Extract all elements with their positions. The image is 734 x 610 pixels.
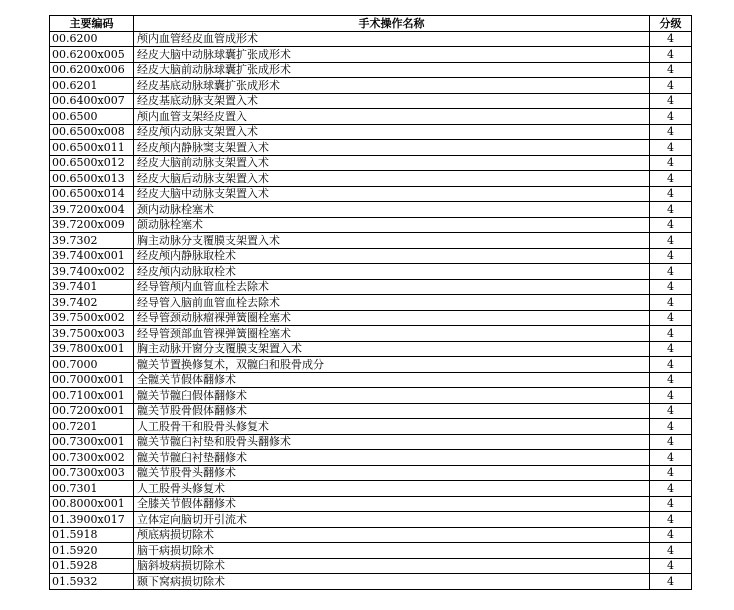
cell-grade: 4 xyxy=(650,419,692,435)
cell-code: 01.5918 xyxy=(50,527,134,543)
table-row xyxy=(50,109,692,125)
surgery-grade-table xyxy=(49,15,692,590)
table-row xyxy=(50,543,692,559)
cell-code: 39.7500x002 xyxy=(50,310,134,326)
cell-code: 00.7100x001 xyxy=(50,388,134,404)
table-row xyxy=(50,558,692,574)
cell-code: 00.8000x001 xyxy=(50,496,134,512)
table-row xyxy=(50,388,692,404)
cell-procedure-name: 经皮颅内静脉窦支架置入术 xyxy=(134,140,650,156)
table-row xyxy=(50,171,692,187)
cell-code: 00.6500x011 xyxy=(50,140,134,156)
cell-procedure-name: 经皮大脑前动脉球囊扩张成形术 xyxy=(134,62,650,78)
cell-code: 00.7201 xyxy=(50,419,134,435)
cell-code: 39.7400x001 xyxy=(50,248,134,264)
cell-procedure-name: 经皮基底动脉支架置入术 xyxy=(134,93,650,109)
table-row xyxy=(50,295,692,311)
cell-grade: 4 xyxy=(650,388,692,404)
cell-code: 01.5928 xyxy=(50,558,134,574)
cell-procedure-name: 经导管颈部血管裸弹簧圈栓塞术 xyxy=(134,326,650,342)
cell-procedure-name: 经皮颅内静脉取栓术 xyxy=(134,248,650,264)
cell-procedure-name: 脑斜坡病损切除术 xyxy=(134,558,650,574)
cell-procedure-name: 髋关节股骨头翻修术 xyxy=(134,465,650,481)
cell-grade: 4 xyxy=(650,62,692,78)
table-row xyxy=(50,217,692,233)
cell-grade: 4 xyxy=(650,248,692,264)
cell-grade: 4 xyxy=(650,279,692,295)
table-row xyxy=(50,124,692,140)
cell-code: 00.6500x013 xyxy=(50,171,134,187)
cell-grade: 4 xyxy=(650,233,692,249)
cell-grade: 4 xyxy=(650,357,692,373)
cell-procedure-name: 人工股骨头修复术 xyxy=(134,481,650,497)
cell-code: 00.7000 xyxy=(50,357,134,373)
cell-procedure-name: 经皮基底动脉球囊扩张成形术 xyxy=(134,78,650,94)
cell-code: 01.3900x017 xyxy=(50,512,134,528)
cell-grade: 4 xyxy=(650,78,692,94)
cell-procedure-name: 颅底病损切除术 xyxy=(134,527,650,543)
cell-code: 00.6200x006 xyxy=(50,62,134,78)
header-grade: 分级 xyxy=(650,16,692,32)
table-row xyxy=(50,419,692,435)
cell-code: 00.6500x012 xyxy=(50,155,134,171)
table-row xyxy=(50,279,692,295)
cell-code: 00.7300x001 xyxy=(50,434,134,450)
cell-grade: 4 xyxy=(650,558,692,574)
cell-procedure-name: 髋关节髋臼衬垫和股骨头翻修术 xyxy=(134,434,650,450)
cell-grade: 4 xyxy=(650,512,692,528)
cell-procedure-name: 全膝关节假体翻修术 xyxy=(134,496,650,512)
cell-procedure-name: 胸主动脉分支覆膜支架置入术 xyxy=(134,233,650,249)
cell-code: 00.6200x005 xyxy=(50,47,134,63)
cell-procedure-name: 颌动脉栓塞术 xyxy=(134,217,650,233)
cell-procedure-name: 经皮大脑中动脉支架置入术 xyxy=(134,186,650,202)
cell-code: 00.7300x002 xyxy=(50,450,134,466)
table-row xyxy=(50,47,692,63)
cell-procedure-name: 经皮颅内动脉取栓术 xyxy=(134,264,650,280)
cell-procedure-name: 经导管颅内血管血栓去除术 xyxy=(134,279,650,295)
cell-grade: 4 xyxy=(650,295,692,311)
cell-procedure-name: 经皮大脑后动脉支架置入术 xyxy=(134,171,650,187)
table-row xyxy=(50,496,692,512)
cell-procedure-name: 髋关节股骨假体翻修术 xyxy=(134,403,650,419)
table-row xyxy=(50,186,692,202)
cell-procedure-name: 颞下窝病损切除术 xyxy=(134,574,650,590)
cell-procedure-name: 颅内血管支架经皮置入 xyxy=(134,109,650,125)
cell-grade: 4 xyxy=(650,109,692,125)
cell-code: 00.6200 xyxy=(50,31,134,47)
table-row xyxy=(50,326,692,342)
cell-grade: 4 xyxy=(650,465,692,481)
table-row xyxy=(50,155,692,171)
header-code: 主要编码 xyxy=(50,16,134,32)
cell-code: 01.5920 xyxy=(50,543,134,559)
cell-code: 39.7200x004 xyxy=(50,202,134,218)
table-row xyxy=(50,202,692,218)
cell-procedure-name: 经皮颅内动脉支架置入术 xyxy=(134,124,650,140)
cell-grade: 4 xyxy=(650,202,692,218)
header-procedure-name: 手术操作名称 xyxy=(134,16,650,32)
table-row xyxy=(50,140,692,156)
cell-procedure-name: 胸主动脉开窗分支覆膜支架置入术 xyxy=(134,341,650,357)
cell-procedure-name: 人工股骨干和股骨头修复术 xyxy=(134,419,650,435)
cell-grade: 4 xyxy=(650,496,692,512)
table-row xyxy=(50,450,692,466)
cell-code: 39.7302 xyxy=(50,233,134,249)
cell-procedure-name: 经导管颈动脉瘤裸弹簧圈栓塞术 xyxy=(134,310,650,326)
cell-code: 00.7200x001 xyxy=(50,403,134,419)
cell-procedure-name: 经皮大脑前动脉支架置入术 xyxy=(134,155,650,171)
cell-code: 39.7400x002 xyxy=(50,264,134,280)
cell-procedure-name: 脑干病损切除术 xyxy=(134,543,650,559)
cell-code: 39.7402 xyxy=(50,295,134,311)
table-row xyxy=(50,434,692,450)
table-row xyxy=(50,481,692,497)
cell-grade: 4 xyxy=(650,217,692,233)
table-row xyxy=(50,62,692,78)
table-row xyxy=(50,465,692,481)
table-row xyxy=(50,341,692,357)
cell-code: 00.6400x007 xyxy=(50,93,134,109)
cell-grade: 4 xyxy=(650,47,692,63)
cell-procedure-name: 立体定向脑切开引流术 xyxy=(134,512,650,528)
cell-grade: 4 xyxy=(650,140,692,156)
table-row xyxy=(50,574,692,590)
cell-grade: 4 xyxy=(650,155,692,171)
table-row xyxy=(50,248,692,264)
cell-grade: 4 xyxy=(650,186,692,202)
cell-code: 00.6500 xyxy=(50,109,134,125)
cell-procedure-name: 全髋关节假体翻修术 xyxy=(134,372,650,388)
cell-grade: 4 xyxy=(650,31,692,47)
cell-grade: 4 xyxy=(650,527,692,543)
cell-grade: 4 xyxy=(650,372,692,388)
cell-grade: 4 xyxy=(650,341,692,357)
cell-procedure-name: 经皮大脑中动脉球囊扩张成形术 xyxy=(134,47,650,63)
cell-procedure-name: 髋关节置换修复术，双髋臼和股骨成分 xyxy=(134,357,650,373)
cell-grade: 4 xyxy=(650,450,692,466)
cell-grade: 4 xyxy=(650,171,692,187)
cell-grade: 4 xyxy=(650,574,692,590)
cell-grade: 4 xyxy=(650,124,692,140)
table-row xyxy=(50,527,692,543)
table-header-row xyxy=(50,16,692,32)
cell-grade: 4 xyxy=(650,403,692,419)
cell-code: 00.7301 xyxy=(50,481,134,497)
cell-code: 00.7300x003 xyxy=(50,465,134,481)
table-row xyxy=(50,264,692,280)
table-row xyxy=(50,78,692,94)
cell-code: 39.7401 xyxy=(50,279,134,295)
table-body xyxy=(50,31,692,589)
table-row xyxy=(50,357,692,373)
cell-code: 39.7800x001 xyxy=(50,341,134,357)
cell-code: 00.6500x014 xyxy=(50,186,134,202)
cell-grade: 4 xyxy=(650,93,692,109)
table-row xyxy=(50,93,692,109)
cell-grade: 4 xyxy=(650,326,692,342)
cell-grade: 4 xyxy=(650,310,692,326)
cell-grade: 4 xyxy=(650,434,692,450)
cell-procedure-name: 髋关节髋臼假体翻修术 xyxy=(134,388,650,404)
table-row xyxy=(50,372,692,388)
table-row xyxy=(50,31,692,47)
cell-code: 00.6500x008 xyxy=(50,124,134,140)
cell-grade: 4 xyxy=(650,481,692,497)
cell-procedure-name: 颅内血管经皮血管成形术 xyxy=(134,31,650,47)
cell-procedure-name: 髋关节髋臼衬垫翻修术 xyxy=(134,450,650,466)
table-row xyxy=(50,310,692,326)
table-row xyxy=(50,403,692,419)
cell-code: 39.7500x003 xyxy=(50,326,134,342)
cell-grade: 4 xyxy=(650,264,692,280)
cell-procedure-name: 颈内动脉栓塞术 xyxy=(134,202,650,218)
cell-code: 01.5932 xyxy=(50,574,134,590)
cell-code: 00.6201 xyxy=(50,78,134,94)
table-row xyxy=(50,512,692,528)
cell-grade: 4 xyxy=(650,543,692,559)
cell-code: 00.7000x001 xyxy=(50,372,134,388)
table-row xyxy=(50,233,692,249)
cell-procedure-name: 经导管入脑前血管血栓去除术 xyxy=(134,295,650,311)
cell-code: 39.7200x009 xyxy=(50,217,134,233)
